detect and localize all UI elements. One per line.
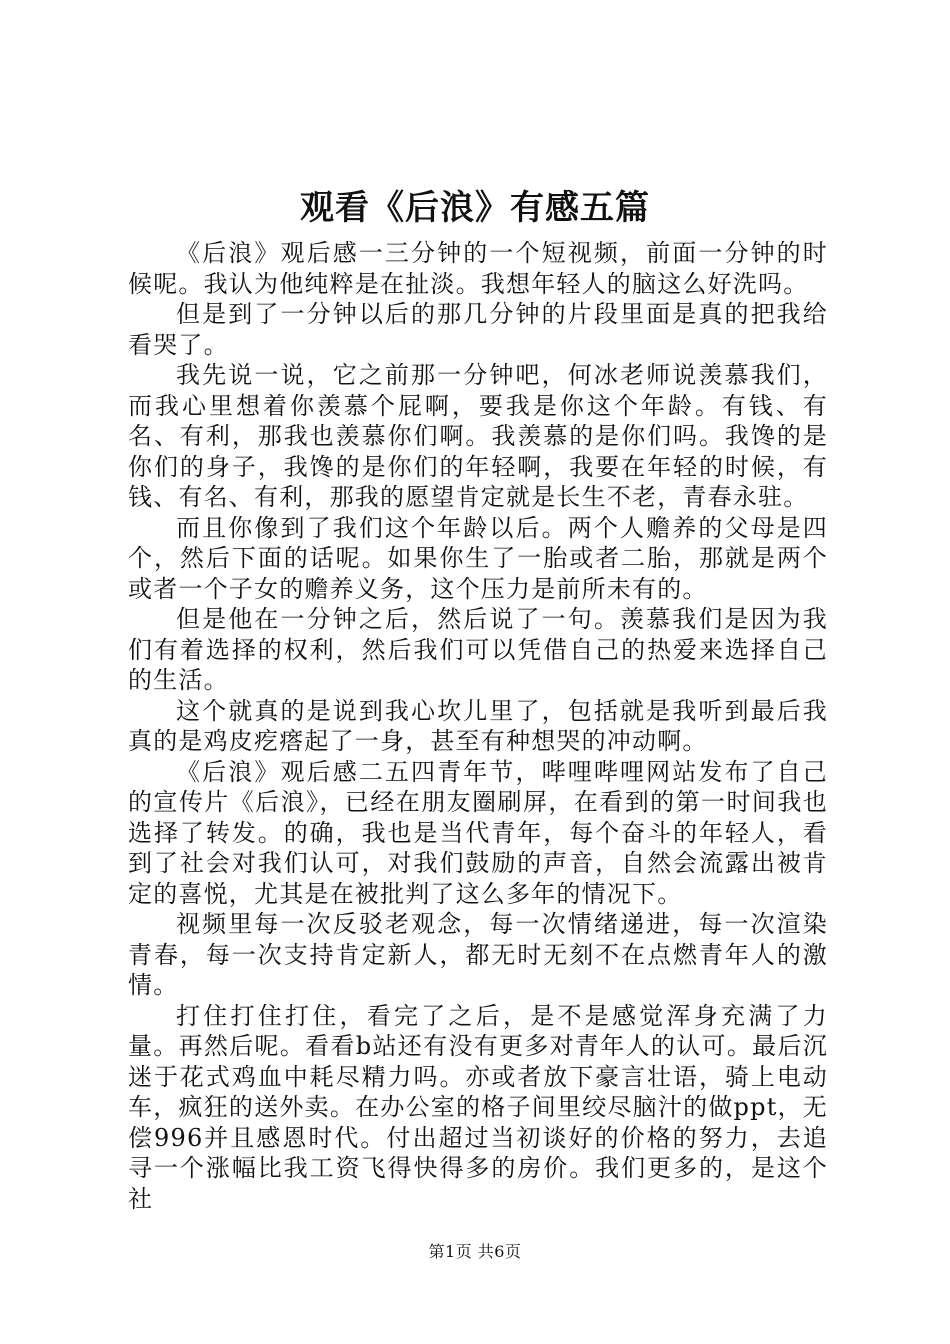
paragraph: 这个就真的是说到我心坎儿里了，包括就是我听到最后我真的是鸡皮疙瘩起了一身，甚至有种想哭的冲动啊。 bbox=[128, 696, 828, 755]
paragraph: 打住打住打住，看完了之后，是不是感觉浑身充满了力量。再然后呢。看看b站还有没有更多对青年人的认可。最后沉迷于花式鸡血中耗尽精力吗。亦或者放下豪言壮语，骑上电动车，疯狂的送外卖。在办公室的格子间里绞尽脑汁的做ppt，无偿996并且感恩时代。付出超过当初谈好的价格的努力，去追寻一个涨幅比我工资飞得快得多的房价。我们更多的，是这个社 bbox=[128, 1001, 828, 1213]
paragraph: 但是到了一分钟以后的那几分钟的片段里面是真的把我给看哭了。 bbox=[128, 300, 828, 359]
paragraph: 我先说一说，它之前那一分钟吧，何冰老师说羡慕我们，而我心里想着你羡慕个屁啊，要我是你这个年龄。有钱、有名、有利，那我也羡慕你们啊。我羡慕的是你们吗。我馋的是你们的身子，我馋的是你们的年轻啊，我要在年轻的时候，有钱、有名、有利，那我的愿望肯定就是长生不老，青春永驻。 bbox=[128, 361, 828, 511]
document-title: 观看《后浪》有感五篇 bbox=[300, 188, 650, 228]
document-body bbox=[128, 238, 828, 1214]
page-footer: 第1页 共6页 bbox=[428, 1242, 522, 1261]
paragraph: 视频里每一次反驳老观念，每一次情绪递进，每一次渲染青春，每一次支持肯定新人，都无时无刻不在点燃青年人的激情。 bbox=[128, 910, 828, 999]
paragraph: 《后浪》观后感二五四青年节，哔哩哔哩网站发布了自己的宣传片《后浪》，已经在朋友圈刷屏，在看到的第一时间我也选择了转发。的确，我也是当代青年，每个奋斗的年轻人，看到了社会对我们认可，对我们鼓励的声音，自然会流露出被肯定的喜悦，尤其是在被批判了这么多年的情况下。 bbox=[128, 757, 828, 908]
paragraph: 《后浪》观后感一三分钟的一个短视频，前面一分钟的时候呢。我认为他纯粹是在扯淡。我想年轻人的脑这么好洗吗。 bbox=[128, 239, 828, 298]
paragraph: 而且你像到了我们这个年龄以后。两个人赡养的父母是四个，然后下面的话呢。如果你生了一胎或者二胎，那就是两个或者一个子女的赡养义务，这个压力是前所未有的。 bbox=[128, 513, 828, 603]
paragraph: 但是他在一分钟之后，然后说了一句。羡慕我们是因为我们有着选择的权利，然后我们可以凭借自己的热爱来选择自己的生活。 bbox=[128, 605, 828, 694]
